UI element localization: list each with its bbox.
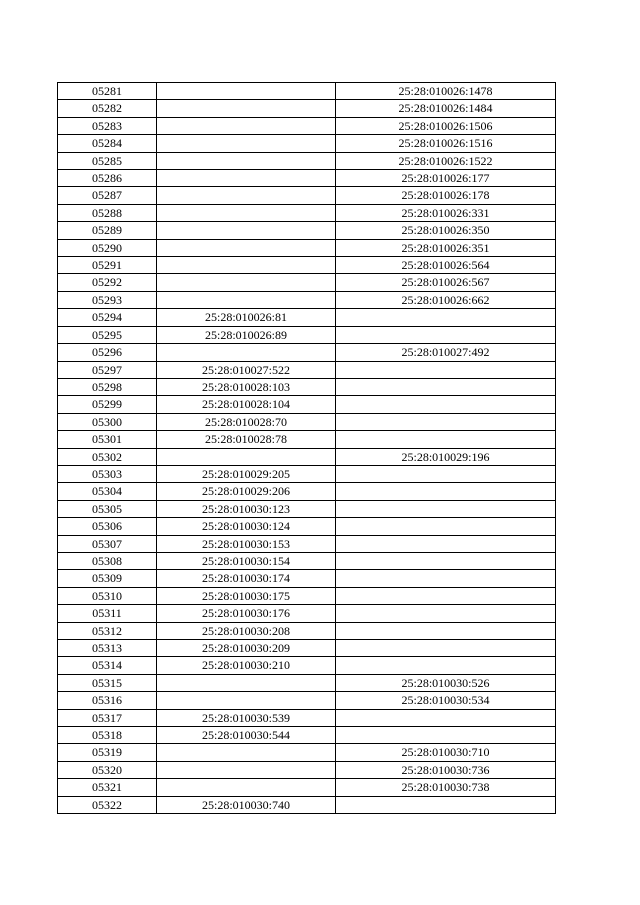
table-row	[58, 709, 556, 726]
cadastral-number-cell-a: 25:28:010030:154	[157, 552, 336, 569]
cadastral-number-cell-a: 25:28:010030:176	[157, 605, 336, 622]
cadastral-number-cell-b: 25:28:010026:1522	[336, 152, 556, 169]
table-row	[58, 117, 556, 134]
table-row	[58, 465, 556, 482]
row-number-cell: 05307	[58, 535, 157, 552]
cadastral-number-cell-a	[157, 761, 336, 778]
table-row	[58, 187, 556, 204]
cadastral-number-cell-b	[336, 378, 556, 395]
cadastral-number-cell-a: 25:28:010030:174	[157, 570, 336, 587]
cadastral-number-cell-a	[157, 344, 336, 361]
row-number-cell: 05314	[58, 657, 157, 674]
row-number-cell: 05306	[58, 518, 157, 535]
row-number-cell: 05294	[58, 309, 157, 326]
cadastral-table	[57, 82, 556, 814]
row-number-cell: 05286	[58, 170, 157, 187]
row-number-cell: 05315	[58, 674, 157, 691]
cadastral-number-cell-a: 25:28:010029:206	[157, 483, 336, 500]
row-number-cell: 05309	[58, 570, 157, 587]
row-number-cell: 05310	[58, 587, 157, 604]
row-number-cell: 05300	[58, 413, 157, 430]
cadastral-number-cell-a	[157, 448, 336, 465]
row-number-cell: 05304	[58, 483, 157, 500]
table-row	[58, 605, 556, 622]
cadastral-number-cell-b	[336, 483, 556, 500]
table-row	[58, 274, 556, 291]
cadastral-number-cell-b: 25:28:010026:662	[336, 291, 556, 308]
table-row	[58, 152, 556, 169]
row-number-cell: 05312	[58, 622, 157, 639]
table-row	[58, 640, 556, 657]
row-number-cell: 05316	[58, 692, 157, 709]
table-row	[58, 239, 556, 256]
cadastral-number-cell-a: 25:28:010030:175	[157, 587, 336, 604]
row-number-cell: 05281	[58, 83, 157, 100]
cadastral-number-cell-b	[336, 500, 556, 517]
cadastral-number-cell-a	[157, 239, 336, 256]
row-number-cell: 05305	[58, 500, 157, 517]
cadastral-number-cell-a	[157, 222, 336, 239]
cadastral-number-cell-a	[157, 187, 336, 204]
cadastral-number-cell-b: 25:28:010026:564	[336, 257, 556, 274]
cadastral-number-cell-a	[157, 692, 336, 709]
table-row	[58, 692, 556, 709]
cadastral-number-cell-a: 25:28:010030:210	[157, 657, 336, 674]
row-number-cell: 05285	[58, 152, 157, 169]
cadastral-number-cell-b: 25:28:010030:534	[336, 692, 556, 709]
table-row	[58, 761, 556, 778]
row-number-cell: 05321	[58, 779, 157, 796]
cadastral-number-cell-b	[336, 587, 556, 604]
row-number-cell: 05313	[58, 640, 157, 657]
table-row	[58, 309, 556, 326]
cadastral-number-cell-b	[336, 465, 556, 482]
table-row	[58, 413, 556, 430]
cadastral-number-cell-b	[336, 570, 556, 587]
row-number-cell: 05302	[58, 448, 157, 465]
cadastral-number-cell-b	[336, 326, 556, 343]
row-number-cell: 05287	[58, 187, 157, 204]
cadastral-number-cell-a	[157, 83, 336, 100]
cadastral-number-cell-b	[336, 657, 556, 674]
row-number-cell: 05320	[58, 761, 157, 778]
cadastral-number-cell-a	[157, 204, 336, 221]
cadastral-number-cell-a: 25:28:010030:539	[157, 709, 336, 726]
cadastral-number-cell-b	[336, 309, 556, 326]
cadastral-number-cell-b: 25:28:010026:1484	[336, 100, 556, 117]
cadastral-number-cell-a	[157, 100, 336, 117]
cadastral-number-cell-b: 25:28:010026:1506	[336, 117, 556, 134]
cadastral-number-cell-b: 25:28:010030:736	[336, 761, 556, 778]
row-number-cell: 05303	[58, 465, 157, 482]
row-number-cell: 05319	[58, 744, 157, 761]
cadastral-number-cell-b	[336, 518, 556, 535]
table-row	[58, 83, 556, 100]
table-row	[58, 361, 556, 378]
cadastral-number-cell-b: 25:28:010027:492	[336, 344, 556, 361]
cadastral-number-cell-a	[157, 257, 336, 274]
cadastral-number-cell-b: 25:28:010026:1516	[336, 135, 556, 152]
row-number-cell: 05291	[58, 257, 157, 274]
row-number-cell: 05284	[58, 135, 157, 152]
table-row	[58, 518, 556, 535]
cadastral-number-cell-a: 25:28:010028:70	[157, 413, 336, 430]
cadastral-number-cell-a	[157, 152, 336, 169]
cadastral-number-cell-b	[336, 605, 556, 622]
cadastral-number-cell-b: 25:28:010026:331	[336, 204, 556, 221]
cadastral-number-cell-a	[157, 274, 336, 291]
cadastral-number-cell-b: 25:28:010026:177	[336, 170, 556, 187]
row-number-cell: 05283	[58, 117, 157, 134]
table-row	[58, 326, 556, 343]
table-row	[58, 779, 556, 796]
table-row	[58, 744, 556, 761]
row-number-cell: 05295	[58, 326, 157, 343]
cadastral-number-cell-b: 25:28:010029:196	[336, 448, 556, 465]
table-row	[58, 535, 556, 552]
cadastral-number-cell-a: 25:28:010030:124	[157, 518, 336, 535]
cadastral-number-cell-b: 25:28:010026:567	[336, 274, 556, 291]
cadastral-number-cell-a	[157, 170, 336, 187]
cadastral-number-cell-b	[336, 413, 556, 430]
table-row	[58, 431, 556, 448]
table-body	[58, 83, 556, 814]
table-row	[58, 222, 556, 239]
cadastral-number-cell-a	[157, 135, 336, 152]
table-row	[58, 796, 556, 813]
cadastral-number-cell-a: 25:28:010030:208	[157, 622, 336, 639]
cadastral-number-cell-a: 25:28:010030:544	[157, 727, 336, 744]
row-number-cell: 05301	[58, 431, 157, 448]
table-row	[58, 100, 556, 117]
row-number-cell: 05290	[58, 239, 157, 256]
cadastral-number-cell-a	[157, 117, 336, 134]
table-row	[58, 448, 556, 465]
row-number-cell: 05288	[58, 204, 157, 221]
cadastral-number-cell-a	[157, 291, 336, 308]
row-number-cell: 05296	[58, 344, 157, 361]
row-number-cell: 05317	[58, 709, 157, 726]
cadastral-number-cell-b	[336, 396, 556, 413]
cadastral-number-cell-a	[157, 779, 336, 796]
cadastral-number-cell-b	[336, 361, 556, 378]
cadastral-number-cell-b	[336, 622, 556, 639]
table-row	[58, 378, 556, 395]
table-row	[58, 727, 556, 744]
table-row	[58, 257, 556, 274]
cadastral-number-cell-b	[336, 535, 556, 552]
cadastral-number-cell-a: 25:28:010028:104	[157, 396, 336, 413]
table-row	[58, 500, 556, 517]
table-row	[58, 622, 556, 639]
cadastral-number-cell-a: 25:28:010028:78	[157, 431, 336, 448]
cadastral-number-cell-a	[157, 744, 336, 761]
row-number-cell: 05322	[58, 796, 157, 813]
table-row	[58, 135, 556, 152]
row-number-cell: 05289	[58, 222, 157, 239]
cadastral-number-cell-b	[336, 552, 556, 569]
table-row	[58, 396, 556, 413]
row-number-cell: 05298	[58, 378, 157, 395]
row-number-cell: 05318	[58, 727, 157, 744]
cadastral-number-cell-b: 25:28:010030:710	[336, 744, 556, 761]
row-number-cell: 05282	[58, 100, 157, 117]
cadastral-number-cell-a: 25:28:010029:205	[157, 465, 336, 482]
cadastral-number-cell-a: 25:28:010026:89	[157, 326, 336, 343]
cadastral-number-cell-a	[157, 674, 336, 691]
table-row	[58, 552, 556, 569]
cadastral-number-cell-b	[336, 640, 556, 657]
row-number-cell: 05311	[58, 605, 157, 622]
cadastral-number-cell-a: 25:28:010030:123	[157, 500, 336, 517]
cadastral-number-cell-b: 25:28:010026:178	[336, 187, 556, 204]
row-number-cell: 05299	[58, 396, 157, 413]
table-row	[58, 570, 556, 587]
cadastral-number-cell-b: 25:28:010026:351	[336, 239, 556, 256]
table-row	[58, 344, 556, 361]
cadastral-number-cell-a: 25:28:010030:209	[157, 640, 336, 657]
table-row	[58, 674, 556, 691]
cadastral-number-cell-a: 25:28:010026:81	[157, 309, 336, 326]
cadastral-number-cell-a: 25:28:010028:103	[157, 378, 336, 395]
row-number-cell: 05292	[58, 274, 157, 291]
cadastral-number-cell-b	[336, 796, 556, 813]
cadastral-number-cell-b: 25:28:010026:350	[336, 222, 556, 239]
table-row	[58, 204, 556, 221]
cadastral-number-cell-b	[336, 431, 556, 448]
table-row	[58, 291, 556, 308]
row-number-cell: 05293	[58, 291, 157, 308]
cadastral-number-cell-a: 25:28:010030:153	[157, 535, 336, 552]
cadastral-number-cell-a: 25:28:010030:740	[157, 796, 336, 813]
cadastral-number-cell-b: 25:28:010030:526	[336, 674, 556, 691]
table-row	[58, 483, 556, 500]
cadastral-number-cell-b: 25:28:010030:738	[336, 779, 556, 796]
table-row	[58, 587, 556, 604]
cadastral-number-cell-b: 25:28:010026:1478	[336, 83, 556, 100]
table-row	[58, 657, 556, 674]
cadastral-number-cell-b	[336, 727, 556, 744]
cadastral-number-cell-a: 25:28:010027:522	[157, 361, 336, 378]
table-row	[58, 170, 556, 187]
row-number-cell: 05297	[58, 361, 157, 378]
row-number-cell: 05308	[58, 552, 157, 569]
cadastral-number-cell-b	[336, 709, 556, 726]
